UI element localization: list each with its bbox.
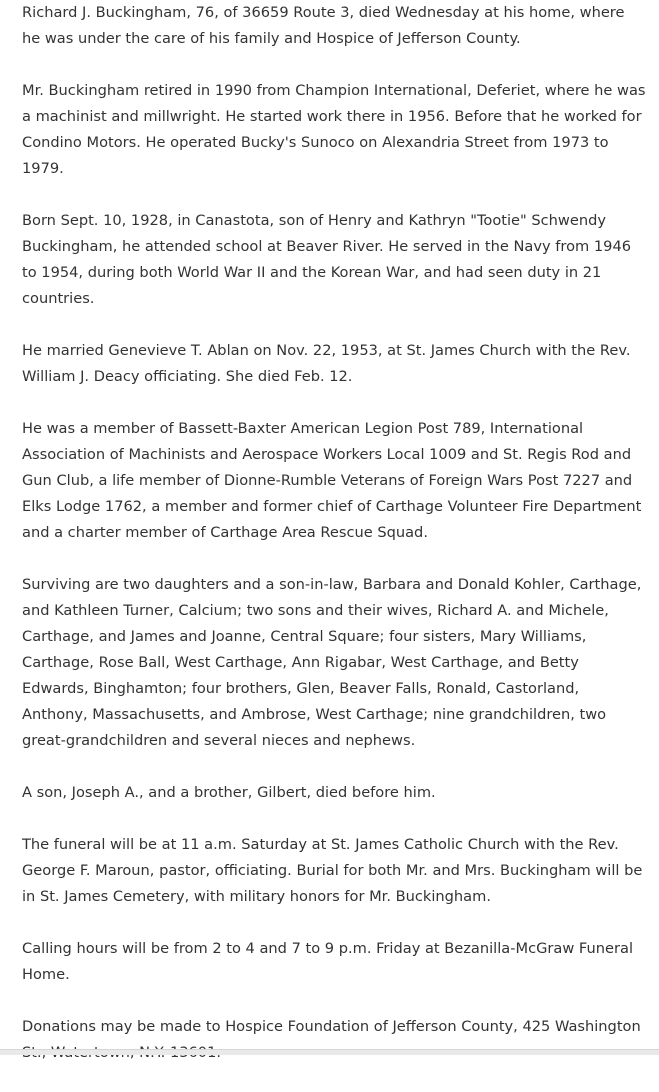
paragraph-marriage: He married Genevieve T. Ablan on Nov. 22, 1953, at St. James Church with the Rev. William J. Deacy officiating. She died Feb. 12. [22, 342, 631, 385]
paragraph-career: Mr. Buckingham retired in 1990 from Champion International, Deferiet, where he was a machinist and millwright. He started work there in 1956. Before that he worked for Condino Motors. He operated Bucky's Sunoco on Alexandria Street from 1973 to 1979. [22, 82, 646, 177]
paragraph-funeral: The funeral will be at 11 a.m. Saturday at St. James Catholic Church with the Rev. George F. Maroun, pastor, officiating. Burial for both Mr. and Mrs. Buckingham will be in St. James Cemetery, with military honors for Mr. Buckingham. [22, 836, 643, 905]
paragraph-donations: Donations may be made to Hospice Foundation of Jefferson County, 425 Washington [22, 1018, 641, 1035]
paragraph-predeceased: A son, Joseph A., and a brother, Gilbert, died before him. [22, 784, 436, 801]
paragraph-memberships: He was a member of Bassett-Baxter American Legion Post 789, International Association of Machinists and Aerospace Workers Local 1009 and St. Regis Rod and Gun Club, a life member of Dionne-Rumble Veterans of Foreign Wars Post 7227 and Elks Lodge 1762, a member and former chief of Carthage Volunteer Fire Department and a charter member of Carthage Area Rescue Squad. [22, 420, 642, 541]
paragraph-birth-and-service: Born Sept. 10, 1928, in Canastota, son of Henry and Kathryn "Tootie" Schwendy Buckingham, he attended school at Beaver River. He served in the Navy from 1946 to 1954, during both World War II and the Korean War, and had seen duty in 21 countries. [22, 212, 632, 307]
paragraph-death-notice: Richard J. Buckingham, 76, of 36659 Route 3, died Wednesday at his home, where he was under the care of his family and Hospice of Jefferson County. [22, 4, 625, 47]
paragraph-survivors: Surviving are two daughters and a son-in-law, Barbara and Donald Kohler, Carthage, and Kathleen Turner, Calcium; two sons and their wives, Richard A. and Michele, Carthage, and James and Joanne, Central Square; four sisters, Mary Williams, Carthage, Rose Ball, West Carthage, Ann Rigabar, West Carthage, and Betty Edwards, Binghamton; four brothers, Glen, Beaver Falls, Ronald, Castorland, Anthony, Massachusetts, and Ambrose, West Carthage; nine grandchildren, two great-grandchildren and several nieces and nephews. [22, 576, 642, 749]
paragraph-calling-hours: Calling hours will be from 2 to 4 and 7 to 9 p.m. Friday at Bezanilla-McGraw Funeral Home. [22, 940, 634, 983]
bottom-divider [0, 1049, 659, 1055]
obituary-article [22, 0, 647, 1092]
